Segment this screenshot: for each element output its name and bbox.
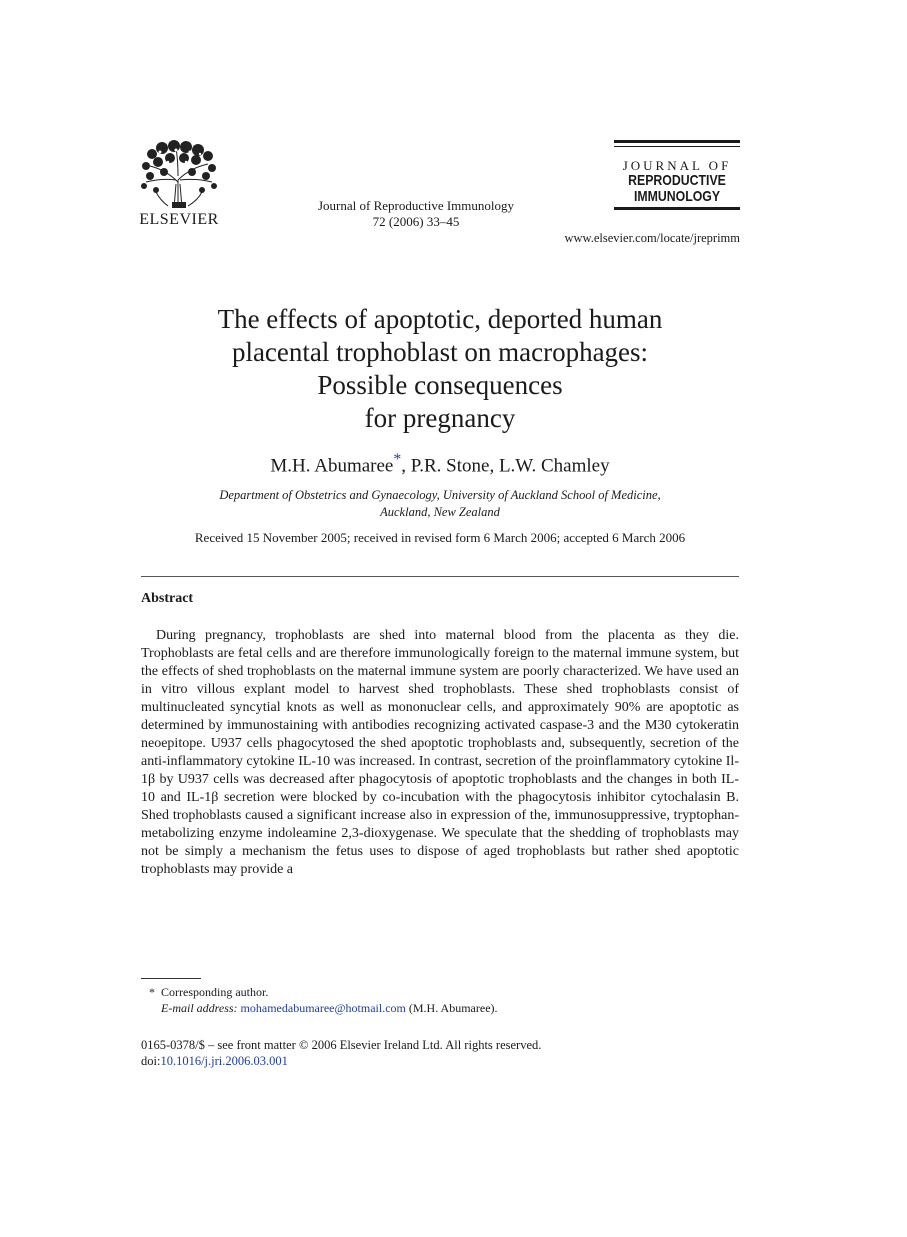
author-list <box>130 451 750 477</box>
affiliation <box>180 487 700 521</box>
journal-logo-rule-thin <box>614 146 740 147</box>
title-line: placental trophoblast on macrophages: <box>231 337 649 367</box>
volume-pages: 72 (2006) 33–45 <box>372 214 460 229</box>
copyright-line: 0165-0378/$ – see front matter © 2006 Elsevier Ireland Ltd. All rights reserved. <box>141 1038 542 1052</box>
journal-name: Journal of Reproductive Immunology <box>317 198 515 213</box>
email-link[interactable]: mohamedabumaree@hotmail.com <box>240 1001 406 1015</box>
author-first: M.H. Abumaree <box>270 455 394 477</box>
title-line: for pregnancy <box>364 403 516 433</box>
footnote-email <box>161 1001 498 1016</box>
title-line: Possible consequences <box>317 370 563 400</box>
journal-citation <box>300 198 532 230</box>
journal-logo-rule-top <box>614 140 740 143</box>
abstract-body <box>141 627 739 879</box>
corresponding-author-mark[interactable]: * <box>393 451 402 468</box>
author-rest: , P.R. Stone, L.W. Chamley <box>401 455 610 477</box>
journal-logo-line1: JOURNAL OF <box>622 158 732 173</box>
journal-logo-line3: IMMUNOLOGY <box>633 188 721 205</box>
email-owner: (M.H. Abumaree). <box>408 1001 498 1015</box>
elsevier-tree-icon <box>138 140 220 210</box>
journal-logo <box>614 140 740 210</box>
footnote-corresponding <box>149 985 268 1000</box>
affiliation-line: Department of Obstetrics and Gynaecology, University of Auckland School of Medicine, <box>219 488 661 502</box>
corresponding-label: Corresponding author. <box>161 985 269 999</box>
divider <box>141 576 739 577</box>
doi-label: doi: <box>141 1054 161 1068</box>
elsevier-wordmark: ELSEVIER <box>139 211 219 228</box>
footnote-mark: * <box>149 985 155 999</box>
journal-logo-line2: REPRODUCTIVE <box>628 172 726 189</box>
doi-line <box>141 1054 288 1069</box>
journal-logo-rule-bottom <box>614 207 740 210</box>
doi-link[interactable]: 10.1016/j.jri.2006.03.001 <box>160 1054 288 1068</box>
article-title <box>130 303 750 435</box>
footnote-divider <box>141 978 201 979</box>
abstract-heading: Abstract <box>141 591 194 606</box>
article-dates: Received 15 November 2005; received in revised form 6 March 2006; accepted 6 March 2006 <box>194 530 686 545</box>
affiliation-line: Auckland, New Zealand <box>380 505 500 519</box>
abstract-text: During pregnancy, trophoblasts are shed into maternal blood from the placenta as they die. Trophoblasts are fetal cells and are therefore immunologically foreign to the maternal immune system, but the effects of shed trophoblasts on the maternal immune system are poorly characterized. We have used an in vitro villous explant model to harvest shed trophoblasts. These shed trophoblasts consist of multinucleated syncytial knots as well as mononuclear cells, and approximately 90% are apoptotic as determined by immunostaining with antibodies recognizing activated caspase-3 and the M30 cytokeratin neoepitope. U937 cells phagocytosed the shed apoptotic trophoblasts and, subsequently, secretion of the anti-inflammatory cytokine IL-10 was increased. In contrast, secretion of the proinflammatory cytokine Il-1β by U937 cells was decreased after phagocytosis of apoptotic trophoblasts and the changes in both IL-10 and IL-1β secretion were blocked by co-incubation with the phagocytosis inhibitor cytochalasin B. Shed trophoblasts caused a significant increase also in expression of the, immunosuppressive, tryptophan-metabolizing enzyme indoleamine 2,3-dioxygenase. We speculate that the shedding of trophoblasts may not be simply a mechanism the fetus uses to dispose of aged trophoblasts but rather shed apoptotic trophoblasts may provide a <box>141 628 739 877</box>
journal-url[interactable]: www.elsevier.com/locate/jreprimm <box>564 231 740 245</box>
email-label: E-mail address: <box>161 1001 238 1015</box>
title-line: The effects of apoptotic, deported human <box>217 304 663 334</box>
